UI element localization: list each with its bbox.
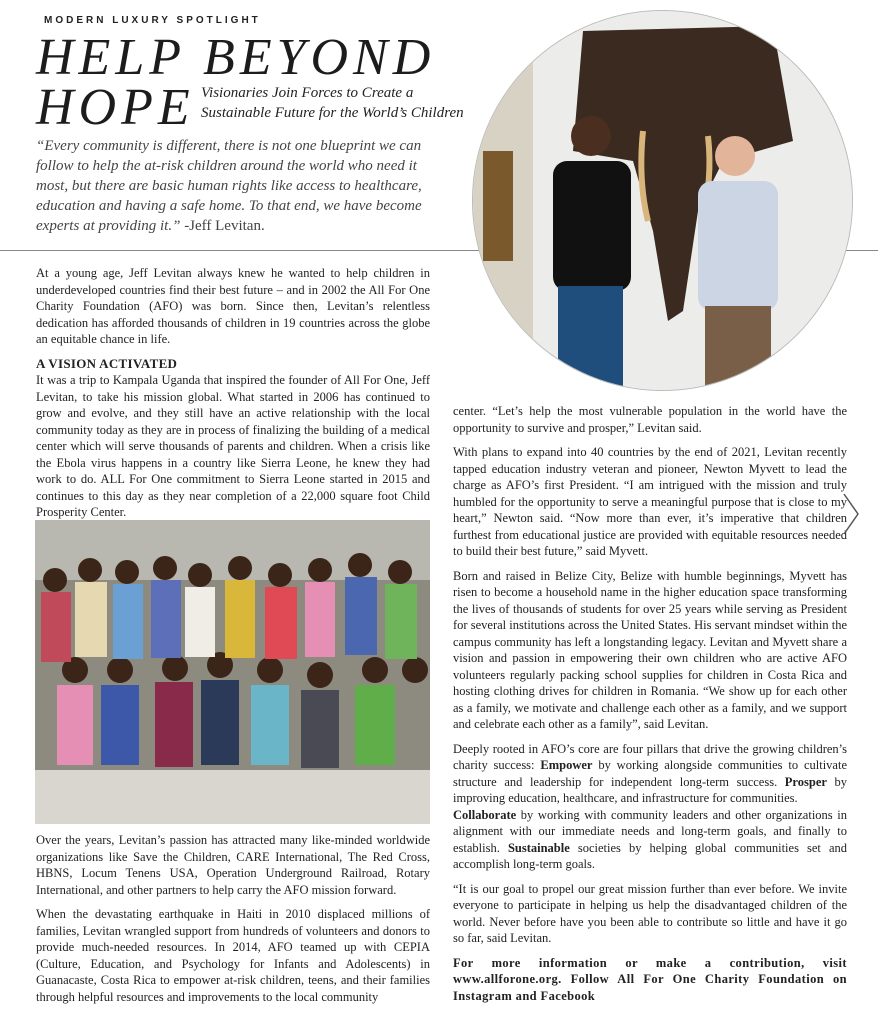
pillar-collaborate-text: by working with community leaders and other organizations in alignment with our immediate needs and long-term goals, and finally to establish.	[453, 807, 847, 855]
right-column	[453, 403, 847, 1012]
headline-line-1: HELP BEYOND	[36, 29, 436, 86]
pillars-paragraph	[453, 741, 847, 873]
pull-quote	[36, 136, 446, 236]
vision-paragraph: It was a trip to Kampala Uganda that inspired the founder of All For One, Jeff Levitan, to take his mission global. What started in 2006 has continued to grow and evolve, and they still have an active relationship with the local community today as they are in process of finalizing the building of a medical center which will serve thousands of parents and children. When a crisis like the Ebola virus happens in a country like Sierra Leone, he knew they had work to do. ALL For One commitment to Sierra Leone started in 2015 and continues to this day as they near completion of a 22,000 square foot Child Prosperity Center.	[36, 373, 430, 519]
pillar-sustainable: Sustainable	[507, 840, 570, 855]
left-column-top	[36, 265, 430, 529]
haiti-paragraph: When the devastating earthquake in Haiti in 2010 displaced millions of families, Levitan wrangled support from hundreds of volunteers and donors to provide much-needed resources. In 2014, AFO teamed up with CEPIA (Culture, Education, and Psychology for Infants and Adolescents) in Guanacaste, Costa Rica to empower at-risk children, teens, and their families through helpful resources and improvements to the local community	[36, 907, 430, 1004]
pillar-prosper-text: by improving education, healthcare, and infrastructure for communities.	[453, 774, 848, 805]
pillars-intro: Deeply rooted in AFO’s core are four pillars that drive the growing children’s charity success:	[453, 741, 847, 772]
left-column-bottom	[36, 832, 430, 1013]
expansion-paragraph: With plans to expand into 40 countries by the end of 2021, Levitan recently tapped education industry veteran and pioneer, Newton Myvett to lead the charge as AFO’s first President. “I am intrigued with the mission and truly humbled for the opportunity to serve a meaningful purpose that is close to my heart,” Newton said. “Now more than ever, it’s imperative that children furthest from educational justice are provided with equitable resources needed to build their best future,” said Myvett.	[453, 445, 847, 558]
call-to-action[interactable]: For more information or make a contribution, visit www.allforone.org. Follow All For One Charity Foundation on Instagram and Facebook	[453, 955, 847, 1003]
pull-quote-text: “Every community is different, there is not one blueprint we can follow to help the at-risk children around the world who need it most, but there are basic human rights like access to healthcare, education and having a safe home. To that end, we have become experts at providing it.”	[36, 138, 422, 234]
intro-paragraph: At a young age, Jeff Levitan always knew he wanted to help children in underdeveloped countries find their best future – and in 2002 the All For One Charity Foundation (AFO) was born. Since then, Levitan’s relentless dedication has afforded thousands of children in 19 countries across the globe an equitable chance in life.	[36, 266, 430, 346]
next-page-chevron-icon[interactable]	[842, 492, 862, 536]
haiti-continued-paragraph: center. “Let’s help the most vulnerable population in the world have the opportunity to survive and prosper,” Levitan said.	[453, 404, 847, 435]
pillar-empower: Empower	[540, 758, 593, 772]
closing-quote-paragraph: “It is our goal to propel our great mission further than ever before. We invite everyone to participate in helping us help the disadvantaged children of the world. Never before have you been able to contribute so little and have it go so far, said Levitan.	[453, 881, 847, 945]
partners-paragraph: Over the years, Levitan’s passion has attracted many like-minded worldwide organizations like Save the Children, CARE International, The Red Cross, HBNS, Locum Tenens USA, Operation Underground Railroad, Rotary International, and other partners to help carry the AFO mission forward.	[36, 833, 430, 897]
subtitle	[201, 83, 491, 123]
pull-quote-attribution: -Jeff Levitan.	[180, 218, 265, 234]
children-group-photo	[35, 520, 430, 824]
subtitle-line-2: Sustainable Future for the World’s Children	[201, 105, 464, 121]
pillar-sustainable-text: societies by helping global communities set and accomplish long-term goals.	[453, 840, 847, 871]
section-heading: A VISION ACTIVATED	[36, 355, 178, 371]
portrait-photo	[472, 10, 853, 391]
subtitle-line-1: Visionaries Join Forces to Create a	[201, 85, 414, 101]
children-illustration	[35, 520, 430, 824]
pillar-prosper: Prosper	[784, 774, 827, 789]
pillar-empower-text: by working alongside communities to cultivate structure and leadership for independent long-term success.	[453, 758, 848, 789]
headline-line-2: HOPE	[36, 79, 195, 136]
pillar-collaborate: Collaborate	[453, 807, 517, 822]
portrait-illustration	[473, 11, 853, 391]
myvett-paragraph: Born and raised in Belize City, Belize with humble beginnings, Myvett has risen to become a household name in the higher education space transforming the lives of thousands of students for over 25 years while serving as President for several institutions across the United States. His servant mindset within the campus community has left a longstanding legacy. Levitan and Myvett share a vision and passion in empowering their own children who are active AFO volunteers regularly packing school supplies for children in Costa Rica and hosting clothing drives for children in Romania. “We show up for each other as a family, we motivate and challenge each other as a family, and we support and celebrate each other as a family”, said Levitan.	[453, 568, 847, 731]
section-kicker: MODERN LUXURY SPOTLIGHT	[44, 15, 261, 26]
